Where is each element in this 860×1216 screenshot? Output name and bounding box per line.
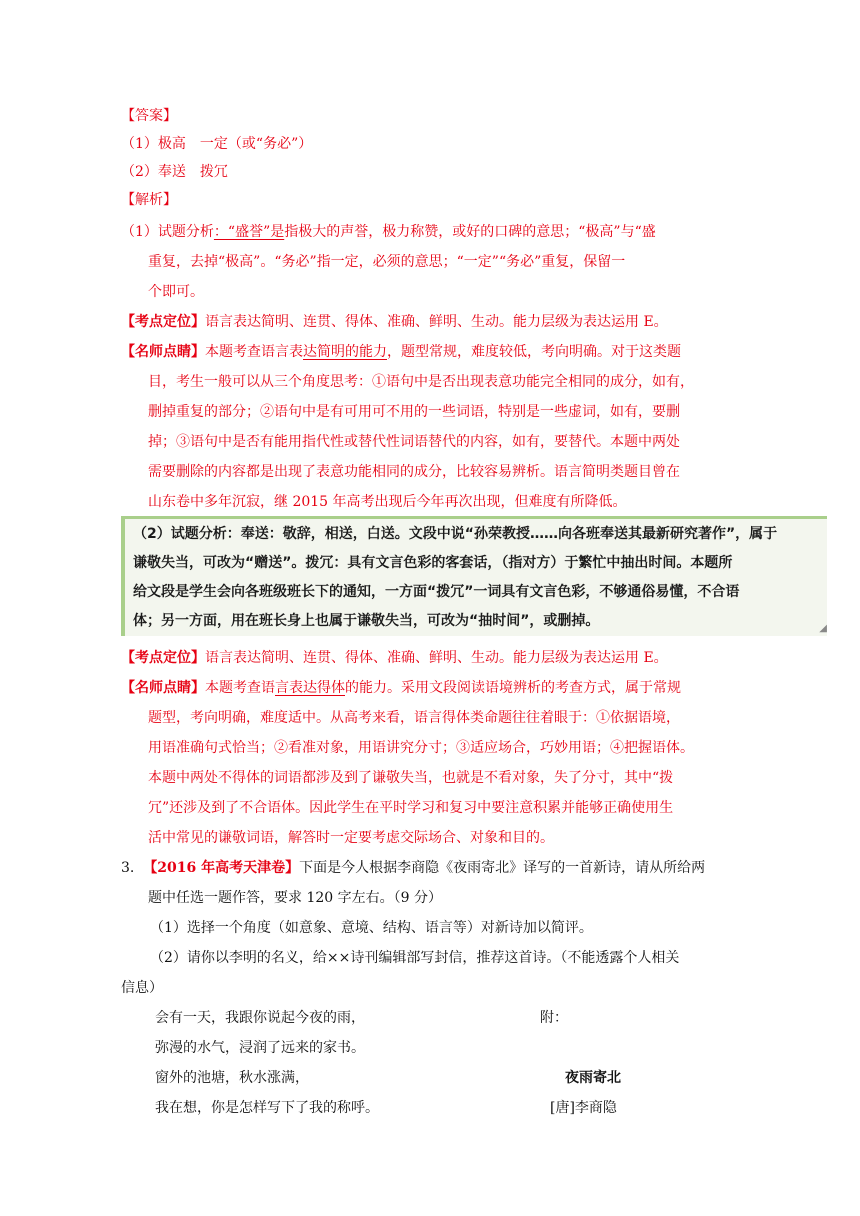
kaodian-1-text: 语言表达简明、连贯、得体、准确、鲜明、生动。能力层级为表达运用 E。 [205,314,668,330]
new-poem-line-2: 弥漫的水气，浸润了远来的家书。 [155,1040,365,1056]
analysis-para-1-line-1 [121,222,656,242]
question-3-sub-1: （1）选择一个角度（如意象、意境、结构、语言等）对新诗加以简评。 [150,920,593,936]
mingshi-1-underlined: 达简明的能力 [303,344,387,360]
mingshi-1-line-5: 需要删除的内容都是出现了表意功能相同的成分，比较容易辨析。语言简明类题目曾在 [148,464,680,480]
answer-heading: 【答案】 [121,108,177,124]
mingshi-2-text-a: 本题考查语 [205,680,275,696]
original-poem-author: [唐]李商隐 [550,1100,617,1116]
scanned-analysis-box [121,516,827,636]
analysis-heading: 【解析】 [121,192,177,208]
kaodian-1 [121,312,668,332]
question-3-number: 3. [121,860,135,876]
question-3-text: 下面是今人根据李商隐《夜雨寄北》译写的一首新诗，请从所给两 [299,860,706,876]
box-line-1: （2）试题分析：奉送：敬辞，相送，白送。文段中说“孙荣教授……向各班奉送其最新研究著作”，属于 [133,526,778,542]
mingshi-1-line-3: 删掉重复的部分；②语句中是有可用可不用的一些词语，特别是一些虚词，如有，要删 [148,404,680,420]
analysis-rest: 指极大的声誉，极力称赞，或好的口碑的意思；“极高”与“盛 [284,224,656,240]
mingshi-1-text-a: 本题考查语言表 [205,344,303,360]
new-poem-line-3: 窗外的池塘，秋水涨满， [155,1070,309,1086]
mingshi-2-tag: 【名师点睛】 [121,680,205,696]
new-poem-line-4: 我在想，你是怎样写下了我的称呼。 [155,1100,379,1116]
kaodian-1-tag: 【考点定位】 [121,314,205,330]
mingshi-2-line-4: 本题中两处不得体的词语都涉及到了谦敬失当，也就是不看对象，失了分寸，其中“拨 [148,770,674,786]
question-3-line-1 [121,858,705,878]
question-3-source: 【2016 年高考天津卷】 [143,860,300,876]
mingshi-1-line-6: 山东卷中多年沉寂，继 2015 年高考出现后今年再次出现，但难度有所降低。 [148,494,627,510]
kaodian-2-text: 语言表达简明、连贯、得体、准确、鲜明、生动。能力层级为表达运用 E。 [205,650,668,666]
box-line-4: 体；另一方面，用在班长身上也属于谦敬失当，可改为“抽时间”，或删掉。 [133,613,600,629]
mingshi-1-line-1 [121,342,681,362]
question-3-sub-2-line-1: （2）请你以李明的名义，给××诗刊编辑部写封信，推荐这首诗。（不能透露个人相关 [150,950,680,966]
analysis-para-1-line-3: 个即可。 [148,284,204,300]
mingshi-2-underlined: 言表达得体 [275,680,345,696]
mingshi-1-text-b: ，题型常规，难度较低，考向明确。对于这类题 [387,344,681,360]
question-3-line-2: 题中任选一题作答，要求 120 字左右。（9 分） [148,890,442,906]
mingshi-1-line-2: 目，考生一般可以从三个角度思考：①语句中是否出现表意功能完全相同的成分，如有， [148,374,694,390]
box-line-2: 谦敬失当，可改为“赠送”。拨冗：具有文言色彩的客套话，（指对方）于繁忙中抽出时间。本题所 [133,555,733,571]
mingshi-2-text-b: 的能力。采用文段阅读语境辨析的考查方式，属于常规 [345,680,681,696]
mingshi-2-line-2: 题型，考向明确，难度适中。从高考来看，语言得体类命题往往着眼于：①依据语境， [148,710,680,726]
analysis-prefix: （1）试题分析 [121,224,214,240]
mingshi-1-tag: 【名师点睛】 [121,344,205,360]
analysis-underlined: ：“盛誉”是 [213,224,285,240]
mingshi-2-line-6: 活中常见的谦敬词语，解答时一定要考虑交际场合、对象和目的。 [148,830,554,846]
answer-line-2: （2）奉送 拨冗 [121,164,228,180]
appendix-label: 附： [540,1010,568,1026]
new-poem-line-1: 会有一天，我跟你说起今夜的雨， [155,1010,365,1026]
corner-mark-icon: ◢ [819,623,827,634]
question-3-sub-2-line-2: 信息） [121,980,163,996]
original-poem-title: 夜雨寄北 [565,1070,621,1086]
mingshi-2-line-3: 用语准确句式恰当；②看准对象，用语讲究分寸；③适应场合，巧妙用语；④把握语体。 [148,740,694,756]
mingshi-2-line-5: 冗”还涉及到了不合语体。因此学生在平时学习和复习中要注意积累并能够正确使用生 [148,800,674,816]
kaodian-2 [121,648,668,668]
analysis-para-1-line-2: 重复，去掉“极高”。“务必”指一定，必须的意思；“一定”“务必”重复，保留一 [148,254,626,270]
mingshi-2-line-1 [121,678,681,698]
mingshi-1-line-4: 掉；③语句中是否有能用指代性或替代性词语替代的内容，如有，要替代。本题中两处 [148,434,680,450]
answer-line-1: （1）极高 一定（或“务必”） [121,136,313,152]
box-line-3: 给文段是学生会向各班级班长下的通知，一方面“拨冗”一词具有文言色彩，不够通俗易懂，不合语 [133,584,740,600]
kaodian-2-tag: 【考点定位】 [121,650,205,666]
